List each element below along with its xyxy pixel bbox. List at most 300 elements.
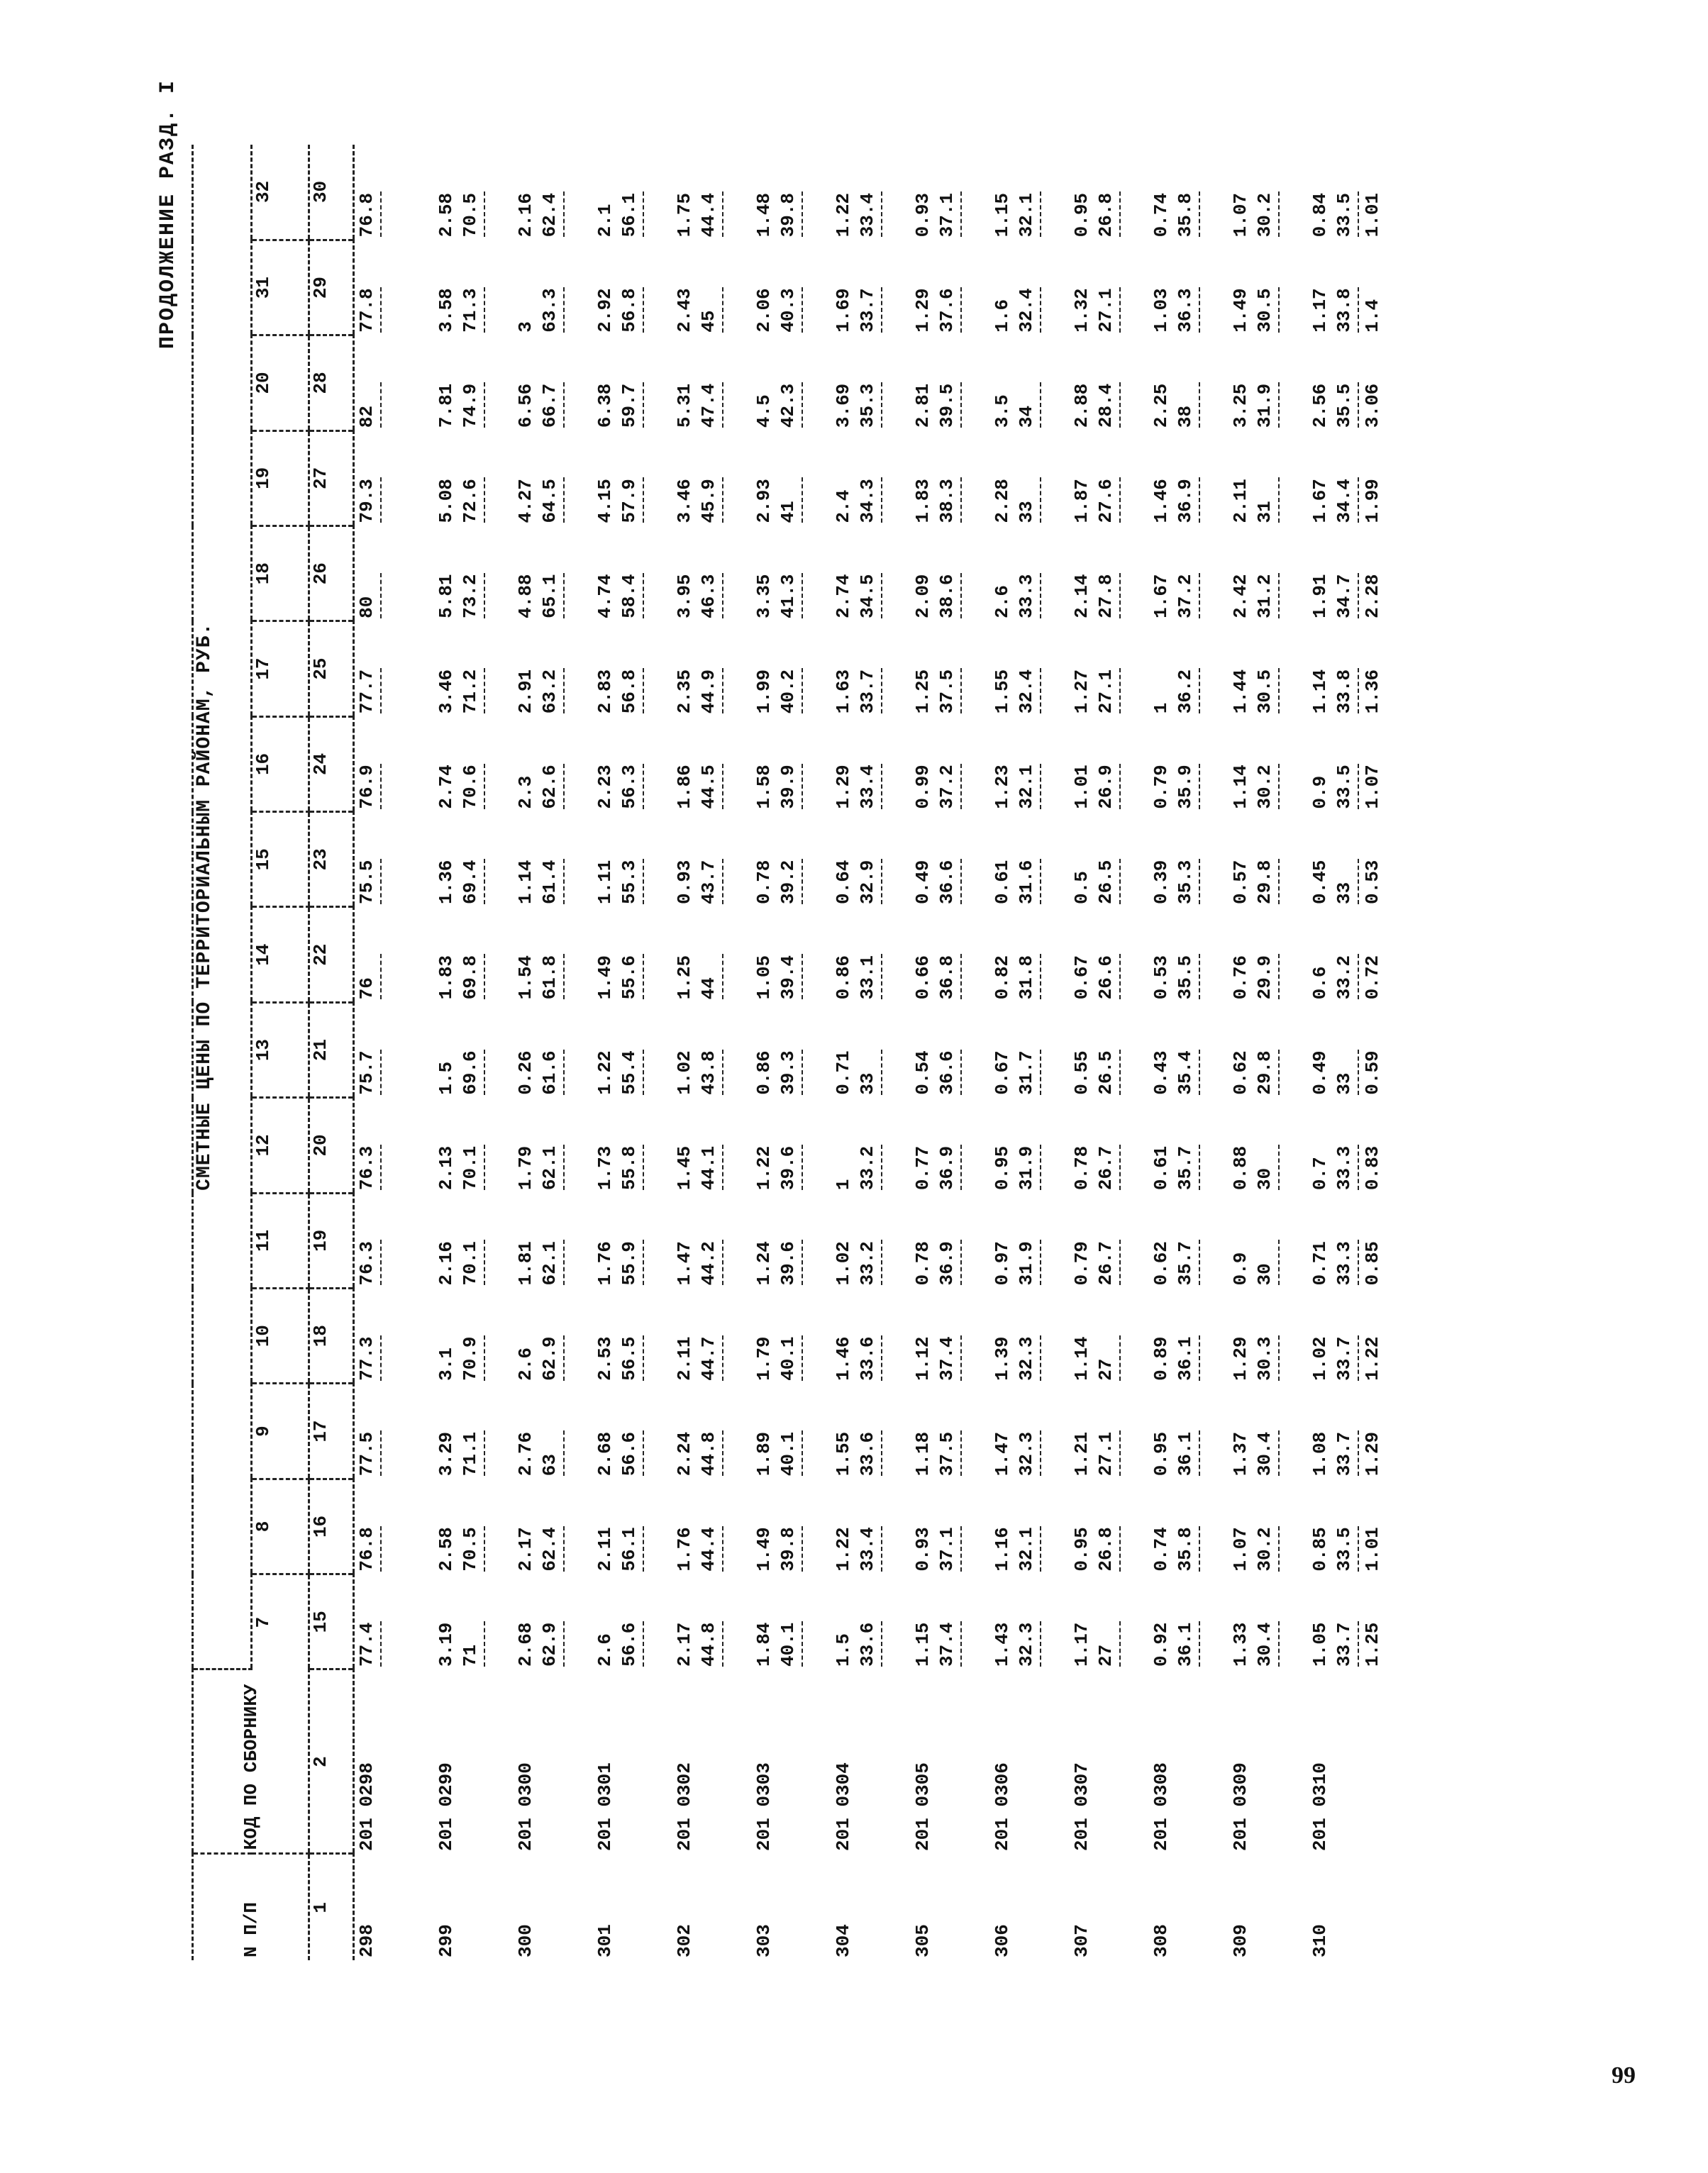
price-value: 39.9 <box>777 765 799 809</box>
price-value: 0.61 <box>1150 1145 1172 1191</box>
price-cell <box>831 240 911 335</box>
price-value: 55.8 <box>619 1145 640 1191</box>
price-cell <box>752 1002 831 1097</box>
price-value: 76.3 <box>356 1241 377 1286</box>
price-value: 31.9 <box>1016 1145 1037 1191</box>
price-cell <box>911 526 990 621</box>
price-value: 31.8 <box>1016 955 1037 1000</box>
divider <box>1199 1145 1200 1190</box>
price-value: 33 <box>1333 1072 1355 1095</box>
price-value: 44.1 <box>698 1145 719 1191</box>
price-value: 0.61 <box>992 860 1013 904</box>
price-value: 44 <box>698 977 719 1000</box>
price-value: 36.9 <box>936 1241 958 1286</box>
price-value: 56.3 <box>619 765 640 809</box>
price-value: 5.31 <box>674 383 695 428</box>
price-cell <box>911 335 990 430</box>
price-value: 1.25 <box>1362 1622 1383 1667</box>
divider <box>484 1240 485 1286</box>
price-value: 56.1 <box>619 1527 640 1572</box>
divider <box>643 1430 644 1476</box>
divider <box>960 668 962 713</box>
divider <box>1278 764 1280 809</box>
price-cell <box>434 526 514 621</box>
divider <box>1199 382 1200 428</box>
price-value: 1.07 <box>1362 765 1383 809</box>
price-value: 1.07 <box>1230 192 1251 238</box>
price-value: 1.29 <box>912 288 933 333</box>
divider <box>484 1430 485 1476</box>
price-value: 2.11 <box>674 1336 695 1381</box>
header-region: 8 <box>252 1479 309 1574</box>
price-cell <box>1229 1289 1308 1384</box>
price-cell <box>1229 335 1308 430</box>
price-value: 26.5 <box>1095 860 1116 904</box>
price-value: 30.2 <box>1254 192 1275 238</box>
divider <box>1199 1335 1200 1381</box>
price-value: 0.67 <box>992 1050 1013 1095</box>
price-cell <box>514 1193 593 1288</box>
price-value: 0.59 <box>1362 1050 1383 1095</box>
divider <box>484 1621 485 1667</box>
price-cell <box>752 716 831 811</box>
price-value: 0.49 <box>912 860 933 904</box>
price-cell <box>1308 335 1387 430</box>
price-value: 1.46 <box>833 1336 854 1381</box>
row-code: 201 0302 <box>674 1762 695 1851</box>
divider <box>960 1621 962 1667</box>
divider <box>484 1050 485 1095</box>
table-row <box>354 145 435 1960</box>
price-value: 1.29 <box>833 765 854 809</box>
price-cell <box>672 1384 752 1479</box>
price-cell <box>434 1289 514 1384</box>
price-cell <box>1229 812 1308 907</box>
price-value: 55.6 <box>619 955 640 1000</box>
price-cell <box>593 716 672 811</box>
price-value: 5.81 <box>436 574 457 618</box>
price-cell <box>752 526 831 621</box>
header-code: КОД ПО СБОРНИКУ <box>193 1669 309 1854</box>
header-region: 9 <box>252 1384 309 1479</box>
price-value: 1.24 <box>753 1241 775 1286</box>
divider <box>484 1335 485 1381</box>
divider <box>881 1621 882 1667</box>
price-value: 75.7 <box>356 1050 377 1095</box>
price-value: 31.7 <box>1016 1050 1037 1095</box>
price-cell <box>990 240 1070 335</box>
price-cell <box>354 1193 435 1288</box>
price-value: 61.6 <box>539 1050 560 1095</box>
price-value: 2.28 <box>992 479 1013 523</box>
divider <box>1278 382 1280 428</box>
price-value: 0.72 <box>1362 955 1383 1000</box>
divider <box>1119 1240 1121 1286</box>
price-cell <box>1149 145 1229 240</box>
price-value: 1.79 <box>515 1145 536 1191</box>
price-value: 74.9 <box>460 383 481 428</box>
divider <box>1119 764 1121 809</box>
price-cell <box>1149 1002 1229 1097</box>
price-value: 76 <box>356 977 377 1000</box>
price-value: 1.36 <box>1362 669 1383 714</box>
price-cell <box>672 621 752 716</box>
price-value: 75.5 <box>356 860 377 904</box>
price-value: 43.7 <box>698 860 719 904</box>
price-cell <box>990 1289 1070 1384</box>
price-value: 56.6 <box>619 1622 640 1667</box>
row-number: 308 <box>1150 1924 1172 1957</box>
header-col-number: 1 <box>309 1854 354 1960</box>
divider <box>1119 573 1121 618</box>
price-cell <box>911 907 990 1002</box>
price-value: 33 <box>1333 882 1355 904</box>
price-value: 62.4 <box>539 192 560 238</box>
price-value: 2.6 <box>992 585 1013 618</box>
price-cell <box>354 1002 435 1097</box>
price-cell <box>990 1479 1070 1574</box>
price-value: 35.7 <box>1175 1241 1196 1286</box>
divider <box>1040 191 1041 237</box>
divider <box>1199 478 1200 523</box>
price-cell <box>831 1384 911 1479</box>
price-value: 1.49 <box>594 955 616 1000</box>
price-value: 76.8 <box>356 1527 377 1572</box>
price-cell <box>1070 1098 1149 1193</box>
price-value: 2.14 <box>1071 574 1092 618</box>
divider <box>1199 1050 1200 1095</box>
divider <box>960 191 962 237</box>
price-value: 39.5 <box>936 383 958 428</box>
price-value: 56.5 <box>619 1336 640 1381</box>
header-region: 32 <box>252 145 309 240</box>
price-value: 38.3 <box>936 479 958 523</box>
divider <box>960 573 962 618</box>
divider <box>1278 859 1280 904</box>
price-cell <box>911 1002 990 1097</box>
price-cell <box>1149 1289 1229 1384</box>
price-cell <box>990 1098 1070 1193</box>
table-row <box>1070 145 1149 1960</box>
price-value: 34.7 <box>1333 574 1355 618</box>
divider <box>380 1526 382 1572</box>
price-value: 77.4 <box>356 1622 377 1667</box>
price-cell <box>831 1002 911 1097</box>
price-value: 37.5 <box>936 669 958 714</box>
divider <box>643 764 644 809</box>
price-cell <box>990 1193 1070 1288</box>
price-value: 57.9 <box>619 479 640 523</box>
price-cell <box>831 907 911 1002</box>
price-value: 73.2 <box>460 574 481 618</box>
price-cell <box>672 907 752 1002</box>
table-row <box>911 145 990 1960</box>
table-row <box>990 145 1070 1960</box>
price-cell <box>911 621 990 716</box>
price-value: 1.4 <box>1362 299 1383 333</box>
row-number: 299 <box>436 1924 457 1957</box>
divider <box>643 859 644 904</box>
price-cell <box>593 1479 672 1574</box>
price-cell <box>593 526 672 621</box>
price-cell <box>434 240 514 335</box>
row-number: 298 <box>356 1924 377 1957</box>
header-region: 7 <box>252 1574 309 1669</box>
price-cell <box>593 145 672 240</box>
price-value: 30.2 <box>1254 1527 1275 1572</box>
price-value: 30.3 <box>1254 1336 1275 1381</box>
price-value: 1.55 <box>992 669 1013 714</box>
price-value: 1.58 <box>753 765 775 809</box>
price-value: 61.8 <box>539 955 560 1000</box>
price-cell <box>354 907 435 1002</box>
row-number: 303 <box>753 1924 775 1957</box>
price-value: 1.79 <box>753 1336 775 1381</box>
price-value: 37.6 <box>936 288 958 333</box>
price-value: 44.8 <box>698 1431 719 1477</box>
price-value: 1.73 <box>594 1145 616 1191</box>
divider <box>960 1145 962 1190</box>
price-value: 0.83 <box>1362 1145 1383 1191</box>
price-value: 32.4 <box>1016 288 1037 333</box>
price-value: 0.45 <box>1309 860 1331 904</box>
header-col-number: 21 <box>309 1002 354 1097</box>
price-value: 33.7 <box>857 669 878 714</box>
price-cell <box>672 526 752 621</box>
price-cell <box>1149 812 1229 907</box>
divider <box>881 1526 882 1572</box>
price-value: 37.2 <box>936 765 958 809</box>
price-value: 2.83 <box>594 669 616 714</box>
price-value: 2.68 <box>515 1622 536 1667</box>
price-value: 30 <box>1254 1167 1275 1191</box>
price-value: 2.28 <box>1362 574 1383 618</box>
price-cell <box>1229 1002 1308 1097</box>
price-value: 34 <box>1016 405 1037 428</box>
divider <box>484 764 485 809</box>
price-value: 0.95 <box>1071 1527 1092 1572</box>
divider <box>722 382 723 428</box>
price-value: 1.32 <box>1071 288 1092 333</box>
price-value: 35.7 <box>1175 1145 1196 1191</box>
divider <box>881 287 882 333</box>
price-cell <box>672 1193 752 1288</box>
row-number: 302 <box>674 1924 695 1957</box>
price-value: 41.3 <box>777 574 799 618</box>
price-cell <box>831 1098 911 1193</box>
table-row <box>1229 145 1308 1960</box>
price-value: 1.37 <box>1230 1431 1251 1477</box>
divider <box>1040 859 1041 904</box>
price-value: 59.7 <box>619 383 640 428</box>
price-value: 77.5 <box>356 1431 377 1477</box>
divider <box>563 478 565 523</box>
price-value: 3.58 <box>436 288 457 333</box>
price-value: 37.1 <box>936 1527 958 1572</box>
price-cell <box>1308 1574 1387 1669</box>
price-cell <box>1308 1479 1387 1574</box>
price-cell <box>1229 1098 1308 1193</box>
divider <box>1119 382 1121 428</box>
price-value: 32.4 <box>1016 669 1037 714</box>
divider <box>1358 478 1359 523</box>
divider <box>1278 954 1280 999</box>
divider <box>881 764 882 809</box>
price-cell <box>831 335 911 430</box>
divider <box>380 859 382 904</box>
price-cell <box>1308 812 1387 907</box>
price-value: 62.6 <box>539 765 560 809</box>
price-value: 44.4 <box>698 1527 719 1572</box>
price-value: 2.58 <box>436 192 457 238</box>
price-value: 2.17 <box>674 1622 695 1667</box>
price-value: 44.4 <box>698 192 719 238</box>
price-value: 1.12 <box>912 1336 933 1381</box>
price-value: 63.3 <box>539 288 560 333</box>
price-value: 77.3 <box>356 1336 377 1381</box>
price-cell <box>593 1002 672 1097</box>
price-value: 36.1 <box>1175 1622 1196 1667</box>
price-value: 0.89 <box>1150 1336 1172 1381</box>
divider <box>563 382 565 428</box>
price-value: 37.2 <box>1175 574 1196 618</box>
price-value: 26.7 <box>1095 1241 1116 1286</box>
price-value: 5.08 <box>436 479 457 523</box>
price-value: 1.27 <box>1071 669 1092 714</box>
price-cell <box>514 716 593 811</box>
divider <box>563 1430 565 1476</box>
price-value: 1.83 <box>912 479 933 523</box>
price-value: 1.01 <box>1362 192 1383 238</box>
price-cell <box>593 335 672 430</box>
price-cell <box>990 716 1070 811</box>
price-value: 70.5 <box>460 1527 481 1572</box>
price-value: 33.4 <box>857 1527 878 1572</box>
price-cell <box>593 430 672 526</box>
price-value: 77.8 <box>356 288 377 333</box>
price-value: 33.7 <box>1333 1336 1355 1381</box>
price-value: 27 <box>1095 1358 1116 1381</box>
divider <box>722 1145 723 1190</box>
price-value: 1.86 <box>674 765 695 809</box>
price-cell <box>911 145 990 240</box>
price-value: 1.01 <box>1071 765 1092 809</box>
price-value: 0.66 <box>912 955 933 1000</box>
price-value: 70.9 <box>460 1336 481 1381</box>
price-value: 35.8 <box>1175 192 1196 238</box>
price-value: 3.95 <box>674 574 695 618</box>
divider <box>380 478 382 523</box>
price-value: 1.43 <box>992 1622 1013 1667</box>
price-value: 0.62 <box>1150 1241 1172 1286</box>
price-cell <box>752 240 831 335</box>
price-value: 61.4 <box>539 860 560 904</box>
price-value: 1.16 <box>992 1527 1013 1572</box>
divider <box>1358 1430 1359 1476</box>
price-value: 27.1 <box>1095 288 1116 333</box>
divider <box>380 954 382 999</box>
price-cell <box>354 1289 435 1384</box>
price-value: 26.6 <box>1095 955 1116 1000</box>
price-value: 1.14 <box>1071 1336 1092 1381</box>
price-cell <box>990 145 1070 240</box>
price-cell <box>990 430 1070 526</box>
price-value: 1.99 <box>753 669 775 714</box>
divider <box>722 478 723 523</box>
price-value: 44.8 <box>698 1622 719 1667</box>
price-value: 32.9 <box>857 860 878 904</box>
price-value: 2.93 <box>753 479 775 523</box>
price-value: 6.38 <box>594 383 616 428</box>
price-value: 1.14 <box>1309 669 1331 714</box>
divider <box>1199 191 1200 237</box>
price-value: 71 <box>460 1644 481 1667</box>
price-value: 66.7 <box>539 383 560 428</box>
price-value: 0.64 <box>833 860 854 904</box>
divider <box>380 1335 382 1381</box>
price-cell <box>1229 1384 1308 1479</box>
divider <box>563 1240 565 1286</box>
price-cell <box>434 1384 514 1479</box>
divider <box>484 191 485 237</box>
price-value: 3.29 <box>436 1431 457 1477</box>
price-value: 2.06 <box>753 288 775 333</box>
divider <box>881 668 882 713</box>
divider <box>960 1526 962 1572</box>
price-cell <box>1308 1289 1387 1384</box>
header-col-number: 24 <box>309 716 354 811</box>
price-value: 2.92 <box>594 288 616 333</box>
price-value: 1.5 <box>833 1633 854 1667</box>
price-value: 69.4 <box>460 860 481 904</box>
price-cell <box>514 526 593 621</box>
divider <box>802 478 803 523</box>
divider <box>1358 859 1359 904</box>
price-cell <box>1149 240 1229 335</box>
price-value: 1.05 <box>1309 1622 1331 1667</box>
price-value: 4.88 <box>515 574 536 618</box>
price-value: 0.99 <box>912 765 933 809</box>
divider <box>1278 1335 1280 1381</box>
header-np: N П/П <box>193 1854 309 1960</box>
divider <box>380 573 382 618</box>
price-cell <box>1149 621 1229 716</box>
divider <box>380 764 382 809</box>
price-value: 36.9 <box>1175 479 1196 523</box>
price-value: 40.1 <box>777 1622 799 1667</box>
price-value: 6.56 <box>515 383 536 428</box>
divider <box>1358 1240 1359 1286</box>
price-value: 1.46 <box>1150 479 1172 523</box>
price-cell <box>1229 526 1308 621</box>
price-cell <box>672 716 752 811</box>
divider <box>1358 287 1359 333</box>
price-value: 71.1 <box>460 1431 481 1477</box>
divider <box>881 191 882 237</box>
price-cell <box>752 1193 831 1288</box>
divider <box>643 1526 644 1572</box>
price-cell <box>1070 145 1149 240</box>
price-value: 0.39 <box>1150 860 1172 904</box>
price-value: 1.75 <box>674 192 695 238</box>
price-value: 82 <box>356 405 377 428</box>
price-value: 4.15 <box>594 479 616 523</box>
divider <box>563 1335 565 1381</box>
divider <box>802 191 803 237</box>
price-cell <box>434 1574 514 1669</box>
price-value: 40.3 <box>777 288 799 333</box>
divider <box>643 1621 644 1667</box>
